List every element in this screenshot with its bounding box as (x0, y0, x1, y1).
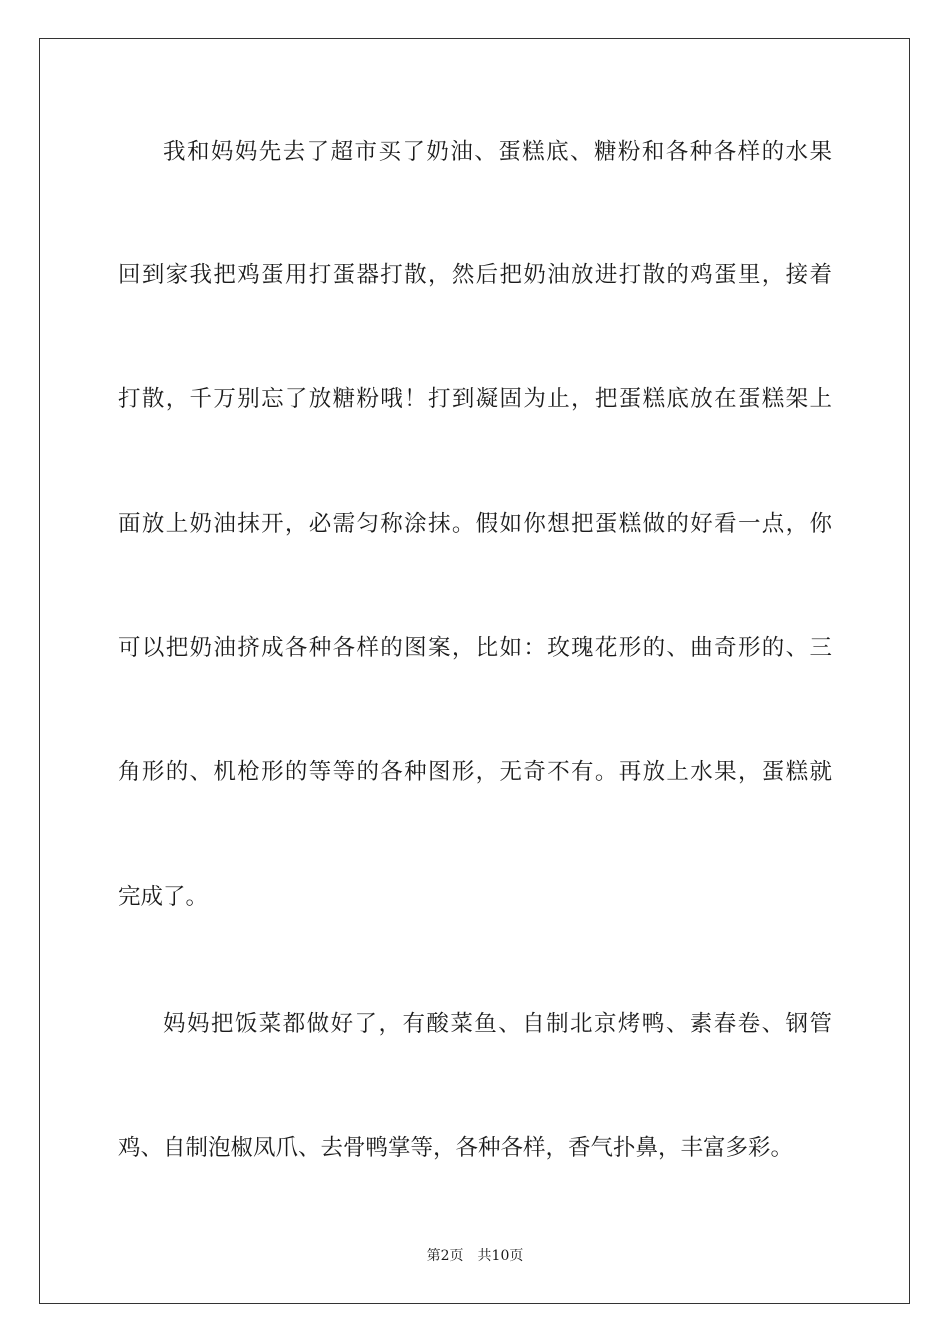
page-border (39, 38, 910, 1304)
paragraph-line: 鸡、自制泡椒凤爪、去骨鸭掌等，各种各样，香气扑鼻，丰富多彩。 (118, 1135, 794, 1161)
paragraph-line: 打散，千万别忘了放糖粉哦！打到凝固为止，把蛋糕底放在蛋糕架上 (118, 386, 832, 412)
paragraph-line: 回到家我把鸡蛋用打蛋器打散，然后把奶油放进打散的鸡蛋里，接着 (118, 262, 832, 288)
paragraph-line: 角形的、机枪形的等等的各种图形，无奇不有。再放上水果，蛋糕就 (118, 759, 832, 785)
page-current: 第2页 (426, 1248, 464, 1264)
paragraph-line: 我和妈妈先去了超市买了奶油、蛋糕底、糖粉和各种各样的水果 (163, 139, 832, 165)
page-total: 共10页 (477, 1248, 524, 1264)
paragraph-line: 完成了。 (118, 884, 209, 910)
paragraph-line: 面放上奶油抹开，必需匀称涂抹。假如你想把蛋糕做的好看一点，你 (118, 511, 832, 537)
paragraph-line: 可以把奶油挤成各种各样的图案，比如：玫瑰花形的、曲奇形的、三 (118, 635, 832, 661)
paragraph-line: 妈妈把饭菜都做好了，有酸菜鱼、自制北京烤鸭、素春卷、钢管 (163, 1011, 832, 1037)
page-number-footer (0, 1246, 950, 1266)
